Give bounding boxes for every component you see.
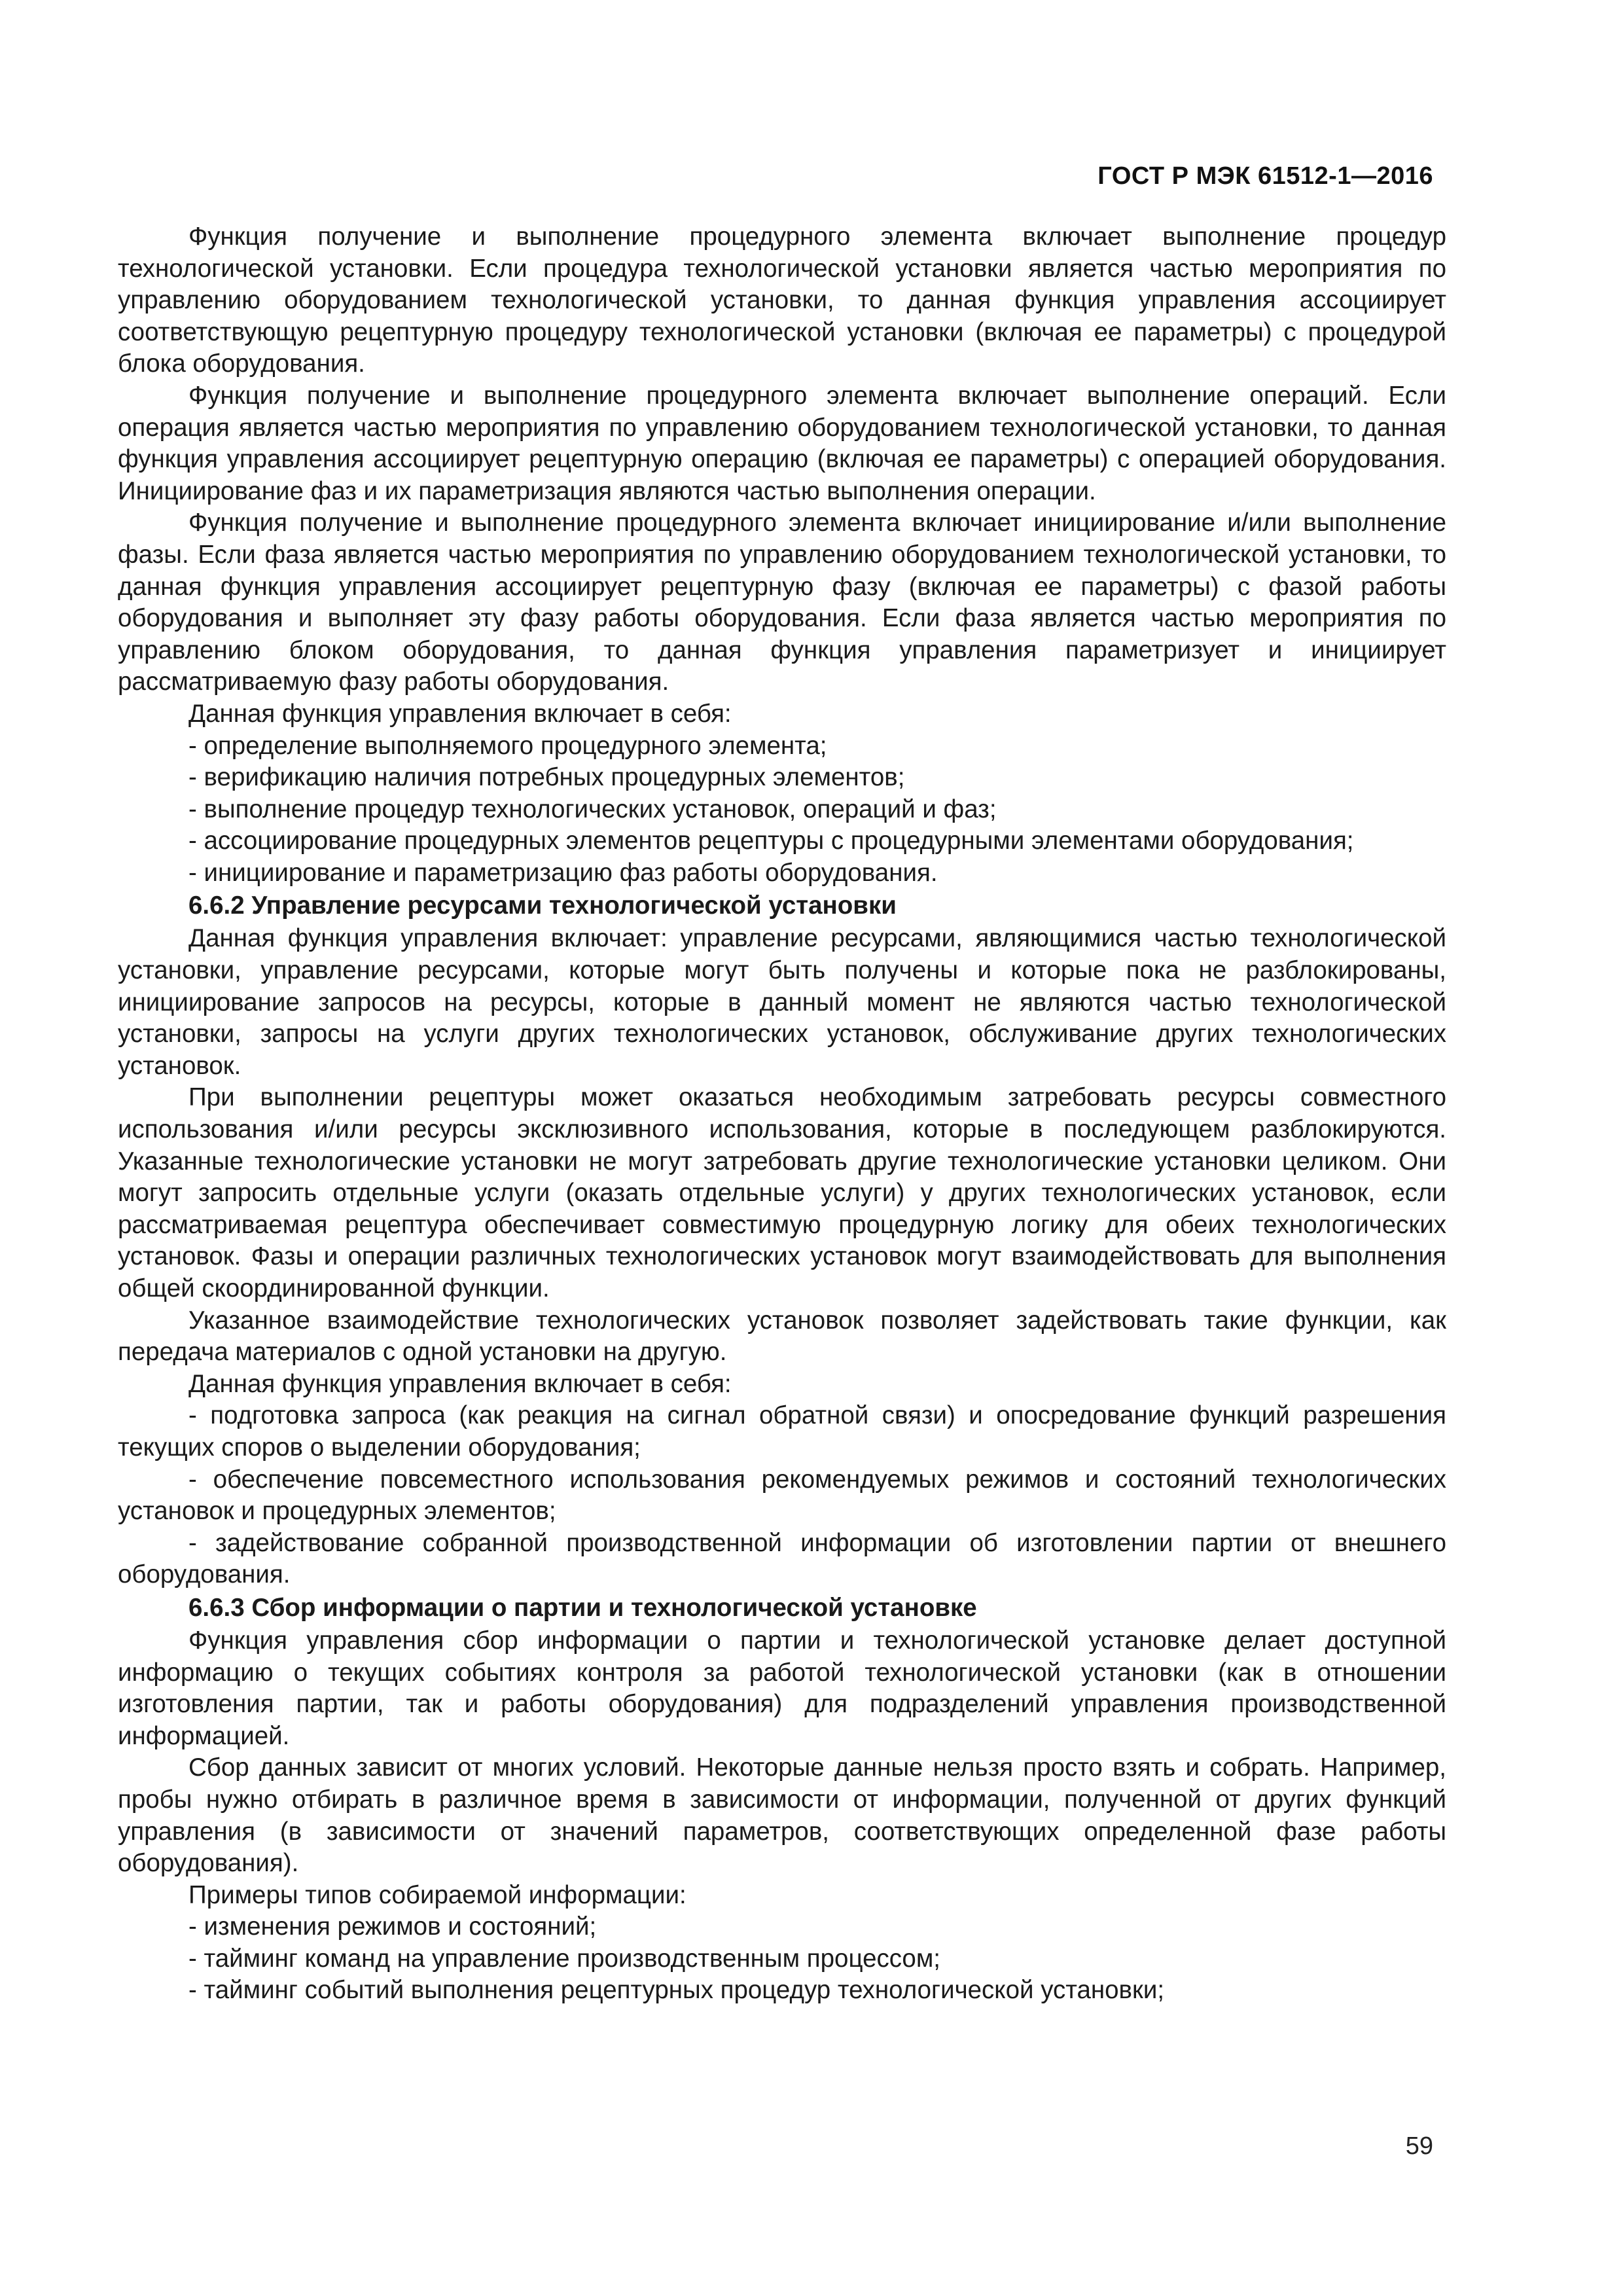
paragraph: Данная функция управления включает: управление ресурсами, являющимися частью технологической установки, управление ресурсами, которые могут быть получены и которые пока не разблокированы, инициирование запросов на ресурсы, которые в данный момент не являются частью технологической установки, запросы на услуги других технологических установок, обслуживание других технологических установок. (118, 924, 1446, 1080)
list-item: - задействование собранной производственной информации об изготовлении партии от внешнего оборудования. (118, 1528, 1446, 1589)
paragraph: Функция получение и выполнение процедурного элемента включает инициирование и/или выполнение фазы. Если фаза является частью мероприятия по управлению оборудованием технологической установки, то данная функция управления ассоциирует рецептурную фазу (включая ее параметры) с фазой работы оборудования и выполняет эту фазу работы оборудования. Если фаза является частью мероприятия по управлению блоком оборудования, то данная функция управления параметризует и инициирует рассматриваемую фазу работы оборудования. (118, 509, 1446, 696)
paragraph: При выполнении рецептуры может оказаться необходимым затребовать ресурсы совместного использования и/или ресурсы эксклюзивного использования, которые в последующем разблокируются. Указанные технологические установки не могут затребовать другие технологические установки целиком. Они могут запросить отдельные услуги (оказать отдельные услуги) у других технологических установок, если рассматриваемая рецептура обеспечивает совместимую процедурную логику для обеих технологических установок. Фазы и операции различных технологических установок могут взаимодействовать для выполнения общей скоординированной функции. (118, 1083, 1446, 1302)
standard-header: ГОСТ Р МЭК 61512-1—2016 (1097, 162, 1433, 190)
list-item: - тайминг событий выполнения рецептурных процедур технологической установки; (188, 1976, 1165, 2005)
page-body (118, 221, 1446, 2007)
paragraph: Сбор данных зависит от многих условий. Некоторые данные нельзя просто взять и собрать. Например, пробы нужно отбирать в различное время в зависимости от информации, полученной от других функций управления (в зависимости от значений параметров, соответствующих определенной фазе работы оборудования). (118, 1753, 1446, 1878)
paragraph: Указанное взаимодействие технологических установок позволяет задействовать такие функции, как передача материалов с одной установки на другую. (118, 1306, 1446, 1367)
list-intro: Данная функция управления включает в себя: (188, 699, 732, 728)
page-number: 59 (1405, 2132, 1433, 2160)
paragraph: Функция получение и выполнение процедурного элемента включает выполнение операций. Если операция является частью мероприятия по управлению оборудованием технологической установки, то данная функция управления ассоциирует рецептурную операцию (включая ее параметры) с операцией оборудования. Инициирование фаз и их параметризация являются частью выполнения операции. (118, 381, 1446, 505)
list-item: - выполнение процедур технологических установок, операций и фаз; (188, 795, 997, 823)
list-item: - определение выполняемого процедурного элемента; (188, 731, 827, 760)
section-heading-6-6-3: 6.6.3 Сбор информации о партии и технологической установке (188, 1593, 977, 1622)
list-item: - подготовка запроса (как реакция на сигнал обратной связи) и опосредование функций разрешения текущих споров о выделении оборудования; (118, 1401, 1446, 1462)
paragraph: Функция получение и выполнение процедурного элемента включает выполнение процедур технологической установки. Если процедура технологической установки является частью мероприятия по управлению оборудованием технологической установки, то данная функция управления ассоциирует соответствующую рецептурную процедуру технологической установки (включая ее параметры) с процедурой блока оборудования. (118, 223, 1446, 378)
section-heading-6-6-2: 6.6.2 Управление ресурсами технологической установки (188, 891, 897, 920)
list-item: - инициирование и параметризацию фаз работы оборудования. (188, 858, 938, 887)
list-item: - изменения режимов и состояний; (188, 1912, 597, 1941)
list-intro: Данная функция управления включает в себя: (188, 1369, 732, 1398)
list-item: - тайминг команд на управление производственным процессом; (188, 1944, 940, 1973)
list-item: - обеспечение повсеместного использования рекомендуемых режимов и состояний технологических установок и процедурных элементов; (118, 1465, 1446, 1526)
paragraph: Функция управления сбор информации о партии и технологической установке делает доступной информацию о текущих событиях контроля за работой технологической установки (как в отношении изготовления партии, так и работы оборудования) для подразделений управления производственной информацией. (118, 1626, 1446, 1750)
list-item: - верификацию наличия потребных процедурных элементов; (188, 763, 905, 792)
list-intro: Примеры типов собираемой информации: (188, 1880, 687, 1909)
list-item: - ассоциирование процедурных элементов рецептуры с процедурными элементами оборудования; (188, 827, 1354, 855)
